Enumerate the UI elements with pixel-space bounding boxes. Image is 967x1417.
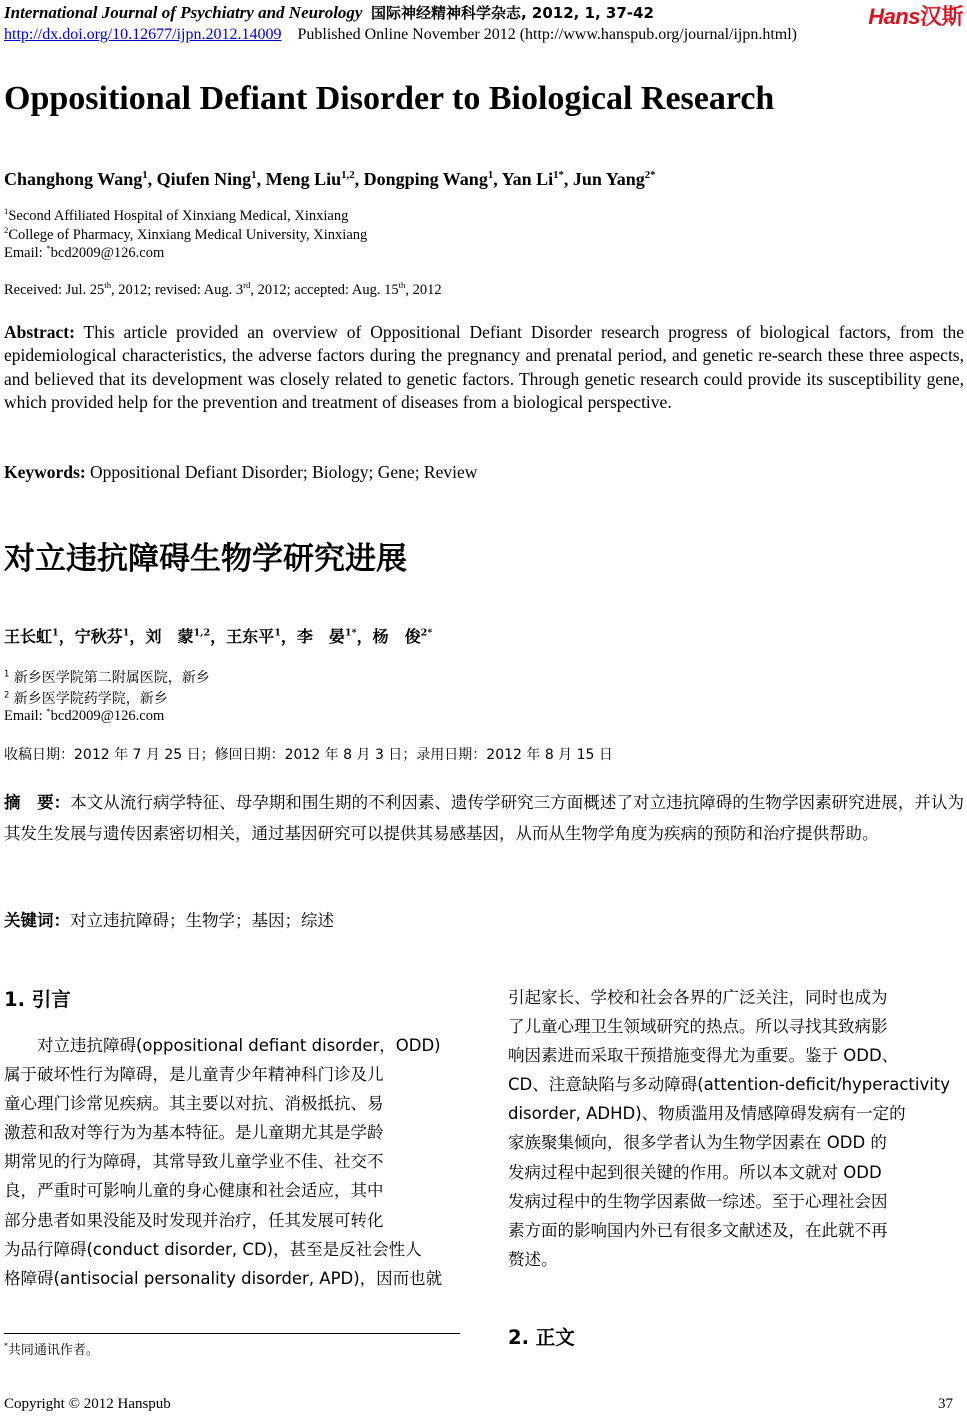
body-column-left [4,1031,460,1293]
footnote: *共同通讯作者。 [4,1341,99,1358]
email-cn: Email: *bcd2009@126.com [4,706,165,724]
abstract-label-cn: 摘 要： [4,793,71,812]
body-line: 发病过程中的生物学因素做一综述。至于心理社会因 [508,1191,888,1211]
body-line: 家族聚集倾向，很多学者认为生物学因素在 ODD 的 [508,1133,887,1153]
section-1-heading: 1. 引言 [4,988,71,1011]
keywords-en: Keywords: Oppositional Defiant Disorder; Biology; Gene; Review [4,462,478,482]
published-online: Published Online November 2012 (http://www.hanspub.org/journal/ijpn.html) [297,26,798,43]
body-line: 期常见的行为障碍，其常导致儿童学业不佳、社交不 [4,1152,384,1172]
received-dates-cn: 收稿日期：2012 年 7 月 25 日；修回日期：2012 年 8 月 3 日；录用日期：2012 年 8 月 15 日 [4,747,613,763]
body-line: 响因素进而采取干预措施变得尤为重要。鉴于 ODD、 [508,1046,899,1066]
doi-line [4,26,797,44]
journal-name-en: International Journal of Psychiatry and Neurology [4,3,363,22]
paper-title-cn: 对立违抗障碍生物学研究进展 [4,541,407,577]
journal-header [4,2,654,23]
page-number: 37 [938,1396,953,1412]
body-line: disorder, ADHD)、物质滥用及情感障碍发病有一定的 [508,1104,906,1124]
body-line: 素方面的影响国内外已有很多文献述及，在此就不再 [508,1220,888,1240]
paper-title-en: Oppositional Defiant Disorder to Biological Research [4,80,775,117]
abstract-label-en: Abstract: [4,322,75,342]
body-line: 了儿童心理卫生领域研究的热点。所以寻找其致病影 [508,1017,888,1037]
affiliation-2-cn: $^2$ 新乡医学院药学院，新乡 [4,689,168,707]
body-line: CD、注意缺陷与多动障碍(attention-deficit/hyperactivity [508,1075,951,1095]
body-line: 赘述。 [508,1249,558,1269]
received-dates-en: Received: Jul. 25th, 2012; revised: Aug. 3rd, 2012; accepted: Aug. 15th, 2012 [4,280,442,298]
abstract-cn: 摘 要：本文从流行病学特征、母孕期和围生期的不利因素、遗传学研究三方面概述了对立违抗障碍的生物学因素研究进展，并认为其发生发展与遗传因素密切相关，通过基因研究可以提供其易感基因，从而从生物学角度为疾病的预防和治疗提供帮助。 [4,793,965,843]
journal-name-cn: 国际神经精神科学杂志, 2012, 1, 37-42 [370,4,654,22]
email-en: Email: *bcd2009@126.com [4,243,165,261]
body-line: 发病过程中起到很关键的作用。所以本文就对 ODD [508,1162,882,1182]
affiliation-1-en: $^1$Second Affiliated Hospital of Xinxiang Medical, Xinxiang [4,206,349,224]
body-line: 对立违抗障碍(oppositional defiant disorder，ODD) [4,1036,441,1055]
body-column-right [508,983,964,1274]
hanspub-logo: Hans汉斯 [868,4,963,30]
doi-link[interactable]: http://dx.doi.org/10.12677/ijpn.2012.14009 [4,26,282,43]
author-list-en: Changhong Wang$^1$, Qiufen Ning$^1$, Meng Liu$^{1,2}$, Dongping Wang$^1$, Yan $Li^{1*}$, Jun Yang$^{2*}$ [4,169,656,189]
keywords-cn: 关键词：对立违抗障碍；生物学；基因；综述 [4,911,334,930]
affiliation-2-en: $^2$College of Pharmacy, Xinxiang Medical University, Xinxiang [4,225,368,243]
abstract-en: Abstract: This article provided an overview of Oppositional Defiant Disorder research progress of biological factors, from the epidemiological characteristics, the adverse factors during the pregnancy and prenatal period, and genetic re-search these three aspects, and believed that its development was closely related to genetic factors. Through genetic research could provide its susceptibility gene, which provided help for the prevention and treatment of diseases from a biological perspective. [4,322,964,412]
body-line: 童心理门诊常见疾病。其主要以对抗、消极抵抗、易 [4,1094,384,1114]
body-line: 激惹和敌对等行为为基本特征。是儿童期尤其是学龄 [4,1123,384,1143]
footnote-divider [4,1333,460,1334]
body-line: 良，严重时可影响儿童的身心健康和社会适应，其中 [4,1181,384,1201]
author-list-cn: 王长虹$^1$，宁秋芬$^1$，刘 蒙$^{1,2}$，王东平$^1$，李 晏$^{1*}$，杨 俊$^{2*}$ [4,627,433,646]
body-line: 属于破坏性行为障碍，是儿童青少年精神科门诊及儿 [4,1065,384,1085]
affiliation-1-cn: $^1$ 新乡医学院第二附属医院，新乡 [4,668,210,686]
section-2-heading: 2. 正文 [508,1326,575,1349]
body-line: 部分患者如果没能及时发现并治疗，任其发展可转化 [4,1210,384,1230]
body-line: 格障碍(antisocial personality disorder, APD)，因而也就 [4,1268,443,1288]
body-line: 为品行障碍(conduct disorder, CD)，甚至是反社会性人 [4,1239,422,1259]
body-line: 引起家长、学校和社会各界的广泛关注，同时也成为 [508,988,888,1007]
copyright: Copyright © 2012 Hanspub [4,1396,171,1412]
